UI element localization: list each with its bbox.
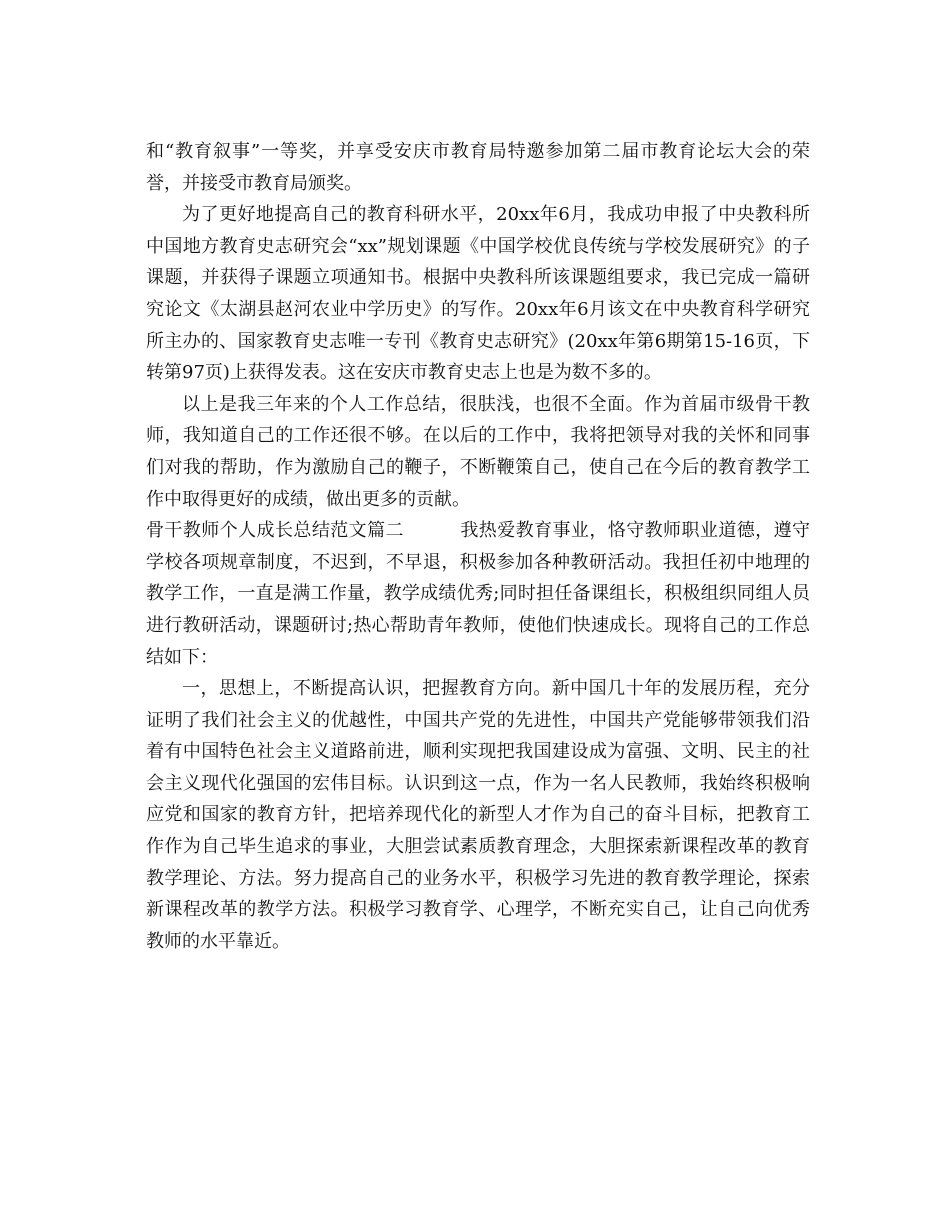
section-two-paragraph [146,515,810,673]
paragraph-award: 和“教育叙事”一等奖，并享受安庆市教育局特邀参加第二届市教育论坛大会的荣誉，并接受市教育局颁奖。 [146,141,810,194]
section-intro-text: 我热爱教育事业，恪守教师职业道德，遵守学校各项规章制度，不迟到，不早退，积极参加各种教研活动。我担任初中地理的教学工作，一直是满工作量，教学成绩优秀;同时担任备课组长，积极组织同组人员进行教研活动，课题研讨;热心帮助青年教师，使他们快速成长。现将自己的工作总结如下： [146,520,811,668]
paragraph-ideology: 一，思想上，不断提高认识，把握教育方向。新中国几十年的发展历程，充分证明了我们社会主义的优越性，中国共产党的先进性，中国共产党能够带领我们沿着有中国特色社会主义道路前进，顺利实现把我国建设成为富强、文明、民主的社会主义现代化强国的宏伟目标。认识到这一点，作为一名人民教师，我始终积极响应党和国家的教育方针，把培养现代化的新型人才作为自己的奋斗目标，把教育工作作为自己毕生追求的事业，大胆尝试素质教育理念，大胆探索新课程改革的教育教学理论、方法。努力提高自己的业务水平，积极学习先进的教育教学理论，探索新课程改革的教学方法。积极学习教育学、心理学，不断充实自己，让自己向优秀教师的水平靠近。 [146,678,810,952]
paragraph-research: 为了更好地提高自己的教育科研水平，20xx年6月，我成功申报了中央教科所中国地方教育史志研究会“xx”规划课题《中国学校优良传统与学校发展研究》的子课题，并获得子课题立项通知书。根据中央教科所该课题组要求，我已完成一篇研究论文《太湖县赵河农业中学历史》的写作。20xx年6月该文在中央教育科学研究所主办的、国家教育史志唯一专刊《教育史志研究》(20xx年第6期第15-16页，下转第97页)上获得发表。这在安庆市教育史志上也是为数不多的。 [146,204,810,384]
paragraph-summary: 以上是我三年来的个人工作总结，很肤浅，也很不全面。作为首届市级骨干教师，我知道自己的工作还很不够。在以后的工作中，我将把领导对我的关怀和同事们对我的帮助，作为激励自己的鞭子，不断鞭策自己，使自己在今后的教育教学工作中取得更好的成绩，做出更多的贡献。 [146,393,810,510]
document-page [146,136,810,957]
section-title: 骨干教师个人成长总结范文篇二 [146,520,404,542]
